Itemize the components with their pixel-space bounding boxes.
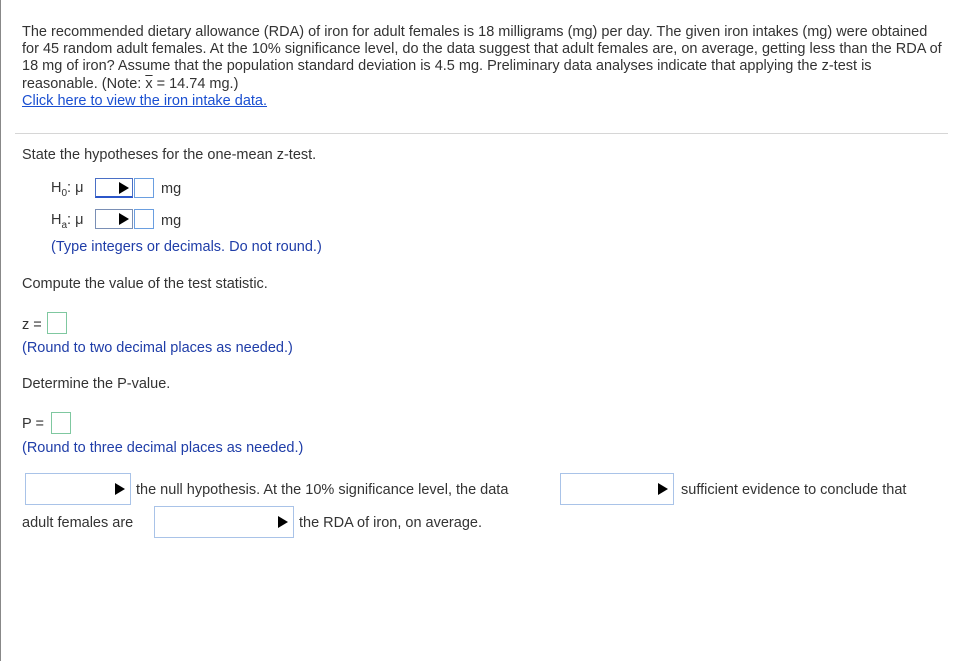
chevron-down-icon — [113, 480, 127, 500]
p-label: P = — [22, 416, 44, 432]
ha-value-input[interactable] — [134, 209, 154, 229]
p-hint: (Round to three decimal places as needed.) — [22, 440, 304, 456]
z-label: z = — [22, 317, 42, 333]
chevron-down-icon — [276, 513, 290, 533]
reject-decision-select[interactable] — [25, 473, 131, 505]
ha-mu: : μ — [67, 212, 84, 228]
z-value-input[interactable] — [47, 312, 67, 334]
problem-statement — [22, 24, 942, 110]
evidence-select[interactable] — [560, 473, 674, 505]
ha-letter: H — [51, 212, 62, 228]
conclusion-text-1: the null hypothesis. At the 10% significance level, the data — [136, 482, 509, 498]
ha-subscript: a — [61, 220, 68, 231]
conclusion-text-4: the RDA of iron, on average. — [299, 515, 482, 531]
h0-subscript: 0 — [61, 188, 68, 199]
h0-unit: mg — [161, 181, 182, 197]
p-value-prompt: Determine the P-value. — [22, 376, 171, 392]
iron-intake-data-link[interactable]: Click here to view the iron intake data. — [22, 92, 268, 109]
h0-mu: : μ — [67, 180, 84, 196]
divider — [15, 133, 948, 134]
hypotheses-hint: (Type integers or decimals. Do not round.) — [51, 239, 322, 255]
h0-label — [51, 180, 84, 199]
h0-letter: H — [51, 180, 62, 196]
conclusion-text-2: sufficient evidence to conclude that — [681, 482, 907, 498]
h0-operator-select[interactable] — [95, 178, 133, 198]
problem-text-end: = 14.74 mg.) — [152, 75, 239, 92]
chevron-down-icon — [117, 179, 131, 199]
comparison-select[interactable] — [154, 506, 294, 538]
chevron-down-icon — [656, 480, 670, 500]
ha-unit: mg — [161, 213, 182, 229]
xbar-symbol: $\overline{x}$ — [145, 75, 153, 92]
p-value-input[interactable] — [51, 412, 71, 434]
ha-label — [51, 212, 84, 231]
conclusion-text-3: adult females are — [22, 515, 134, 531]
h0-value-input[interactable] — [134, 178, 154, 198]
ha-operator-select[interactable] — [95, 209, 133, 229]
z-hint: (Round to two decimal places as needed.) — [22, 340, 293, 356]
test-statistic-prompt: Compute the value of the test statistic. — [22, 276, 268, 292]
chevron-down-icon — [117, 210, 131, 230]
problem-text: The recommended dietary allowance (RDA) of iron for adult females is 18 milligrams (mg) per day. The given iron intakes (mg) were obtained for 45 random adult females. At the 10% significance level, do the data suggest that adult females are, on average, getting less than the RDA of 18 mg of iron? Assume that the population standard deviation is 4.5 mg. Preliminary data analyses indicate that applying the z-test is reasonable. (Note: — [22, 24, 942, 92]
hypotheses-prompt: State the hypotheses for the one-mean z-test. — [22, 147, 317, 163]
